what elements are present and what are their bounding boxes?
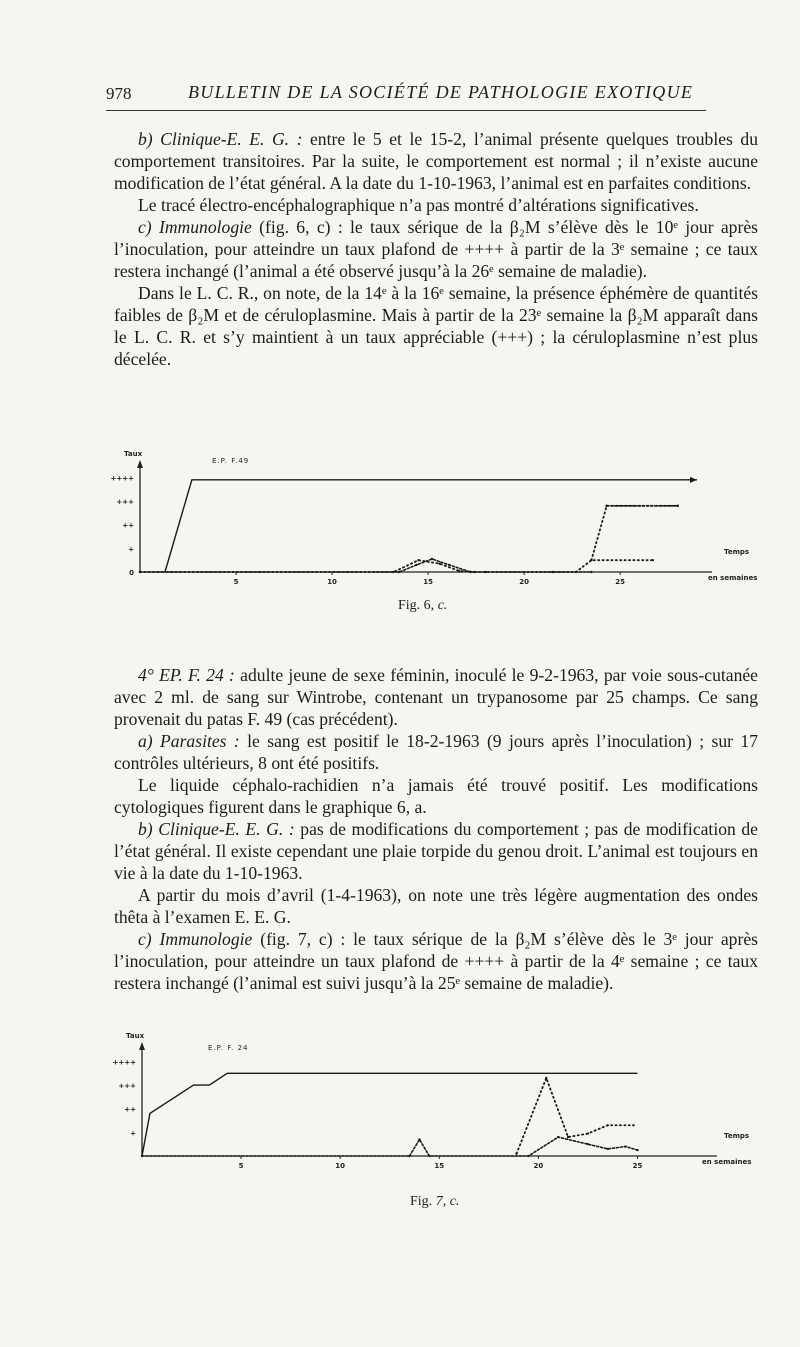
y-tick-label: ++ <box>122 521 134 530</box>
data-point <box>590 559 592 561</box>
caption-letter: 7, c. <box>435 1194 460 1209</box>
series-crosses-ceruloplasmin <box>142 1137 637 1156</box>
data-point <box>438 563 440 565</box>
paragraph-theta: A partir du mois d’avril (1-4-1963), on note une très légère augmentation des ondes thêta à l’examen E. E. G. <box>114 885 758 927</box>
caption-letter: c. <box>437 598 448 613</box>
figure-6c <box>110 448 758 598</box>
caption-label: Fig. <box>410 1194 433 1209</box>
x-tick-label: 20 <box>519 578 530 586</box>
paragraph-clinique <box>114 128 758 194</box>
paragraph-text: pas de modifications du comportement ; pas de modification de l’état général. Il existe cependant une plaie torpide du genou droit. L’animal est toujours en vie à la date du 1-10-1963. <box>114 819 758 883</box>
x-tick-label: 5 <box>238 1162 244 1170</box>
data-point <box>428 1155 430 1157</box>
y-tick-label: +++ <box>116 498 134 507</box>
figure-6c-caption <box>398 598 447 614</box>
y-tick-label: 0 <box>129 569 134 577</box>
data-point <box>515 1152 517 1154</box>
paragraph-label: c) Immunologie <box>138 929 253 949</box>
paragraph-text: entre le 5 et le 15-2, l’animal présente quelques troubles du comportement transitoires. Par la suite, le comportement est normal ; il n’existe aucune modification de l’état général. A la date du 1-10-1963, l’animal est en parfaites conditions. <box>114 129 758 193</box>
data-point <box>575 571 577 573</box>
data-point <box>527 1155 529 1157</box>
data-point <box>139 571 141 573</box>
x-tick-label: 15 <box>423 578 433 586</box>
series-line-serum <box>142 1073 637 1156</box>
data-point <box>652 559 654 561</box>
y-axis-label: Taux <box>126 1032 145 1040</box>
y-axis-arrow <box>139 1042 145 1050</box>
y-axis-label: Taux <box>124 450 143 458</box>
data-point <box>607 1124 609 1126</box>
series-arrow <box>690 477 697 483</box>
data-point <box>417 559 419 561</box>
data-point <box>552 571 554 573</box>
y-axis-arrow <box>137 460 143 468</box>
data-point <box>392 571 394 573</box>
x-axis-label-unit: en semaines <box>708 574 758 582</box>
data-point <box>398 571 400 573</box>
chart-title: E.P. F. 24 <box>208 1044 249 1052</box>
series-dots-beta2m-lcr <box>517 1078 634 1154</box>
data-point <box>567 1136 569 1138</box>
text-block-1 <box>114 128 758 370</box>
paragraph-immunologie <box>114 216 758 282</box>
y-tick-label: + <box>130 1129 136 1138</box>
text-block-2 <box>114 664 758 994</box>
figure-7c <box>112 1030 772 1180</box>
y-tick-label: ++++ <box>110 474 134 483</box>
x-tick-label: 20 <box>533 1162 544 1170</box>
series-dots-beta2m-lcr <box>140 560 653 572</box>
x-tick-label: 10 <box>327 578 337 586</box>
data-point <box>418 1138 420 1140</box>
x-tick-label: 25 <box>615 578 626 586</box>
paragraph-text: adulte jeune de sexe féminin, inoculé le 9-2-1963, par voie sous-cutanée avec 2 ml. de sang sur Wintrobe, contenant un trypanosome par 25 champs. Ce sang provenait du patas F. 49 (cas précédent). <box>114 665 758 729</box>
paragraph-label: 4° EP. F. 24 : <box>138 665 235 685</box>
page-number: 978 <box>106 84 132 103</box>
x-tick-label: 15 <box>434 1162 445 1170</box>
paragraph-immunologie-2 <box>114 928 758 994</box>
paragraph-label: b) Clinique-E. E. G. : <box>138 129 303 149</box>
data-point <box>636 1149 638 1151</box>
x-tick-label: 25 <box>632 1162 643 1170</box>
series-dots-beta2m-lcr <box>591 506 677 560</box>
data-point <box>587 1143 589 1145</box>
paragraph-lcr-2: Le liquide céphalo-rachidien n’a jamais été trouvé positif. Les modifications cytologiques figurent dans le graphique 6, a. <box>114 775 758 817</box>
paragraph-label: c) Immunologie <box>138 217 252 237</box>
data-point <box>606 505 608 507</box>
x-tick-label: 10 <box>335 1162 346 1170</box>
data-point <box>590 571 592 573</box>
figure-7c-caption <box>410 1194 459 1210</box>
data-point <box>448 564 450 566</box>
data-point <box>632 1124 634 1126</box>
journal-title: BULLETIN DE LA SOCIÉTÉ DE PATHOLOGIE EXOTIQUE <box>188 82 694 102</box>
data-point <box>677 505 679 507</box>
paragraph-eeg: Le tracé électro-encéphalographique n’a pas montré d’altérations significatives. <box>138 195 699 215</box>
y-tick-label: +++ <box>118 1082 136 1091</box>
data-point <box>545 1077 547 1079</box>
data-point <box>408 1155 410 1157</box>
data-point <box>473 571 475 573</box>
y-tick-label: ++++ <box>112 1058 136 1067</box>
data-point <box>587 1132 589 1134</box>
paragraph-lcr: Dans le L. C. R., on note, de la 14ᵉ à la 16ᵉ semaine, la présence éphémère de quantités faibles de β₂M et de céruloplasmine. Mais à partir de la 23ᵉ semaine la β₂M apparaît dans le L. C. R. et s’y maintient à un taux appréciable (+++) ; la céruloplasmine n’est plus décelée. <box>114 283 758 369</box>
figure-6c-chart <box>110 448 758 598</box>
paragraph-text: (fig. 7, c) : le taux sérique de la β₂M s’élève dès le 3ᵉ jour après l’inoculation, pour atteindre un taux plafond de ++++ à partir de la 4ᵉ semaine ; ce taux restera inchangé (l’animal est suivi jusqu’à la 25ᵉ semaine de maladie). <box>114 929 758 993</box>
x-axis-label-unit: en semaines <box>702 1158 752 1166</box>
figure-7c-chart <box>112 1030 772 1180</box>
x-axis-label: Temps <box>724 548 750 556</box>
data-point <box>141 1155 143 1157</box>
y-tick-label: + <box>128 545 134 554</box>
paragraph-label: b) Clinique-E. E. G. : <box>138 819 295 839</box>
paragraph-parasites <box>114 730 758 774</box>
paragraph-label: a) Parasites : <box>138 731 240 751</box>
paragraph-case-intro <box>114 664 758 730</box>
caption-label: Fig. 6, <box>398 598 435 613</box>
paragraph-text: (fig. 6, c) : le taux sérique de la β₂M s’élève dès le 10ᵉ jour après l’inoculation, pour atteindre un taux plafond de ++++ à partir de la 3ᵉ semaine ; ce taux restera inchangé (l’animal a été observé jusqu’à la 26ᵉ semaine de maladie). <box>114 217 758 281</box>
data-point <box>607 1148 609 1150</box>
series-crosses-ceruloplasmin <box>140 559 591 572</box>
data-point <box>624 1145 626 1147</box>
data-point <box>458 570 460 572</box>
running-header <box>106 80 706 111</box>
paragraph-clinique-2 <box>114 818 758 884</box>
data-point <box>431 558 433 560</box>
y-tick-label: ++ <box>124 1105 136 1114</box>
x-axis-label: Temps <box>724 1132 750 1140</box>
paragraph-text: le sang est positif le 18-2-1963 (9 jours après l’inoculation) ; sur 17 contrôles ultérieurs, 8 ont été positifs. <box>114 731 758 773</box>
x-tick-label: 5 <box>233 578 239 586</box>
data-point <box>557 1136 559 1138</box>
chart-title: E.P. F.49 <box>212 457 250 465</box>
series-line-serum <box>165 480 697 572</box>
data-point <box>415 564 417 566</box>
